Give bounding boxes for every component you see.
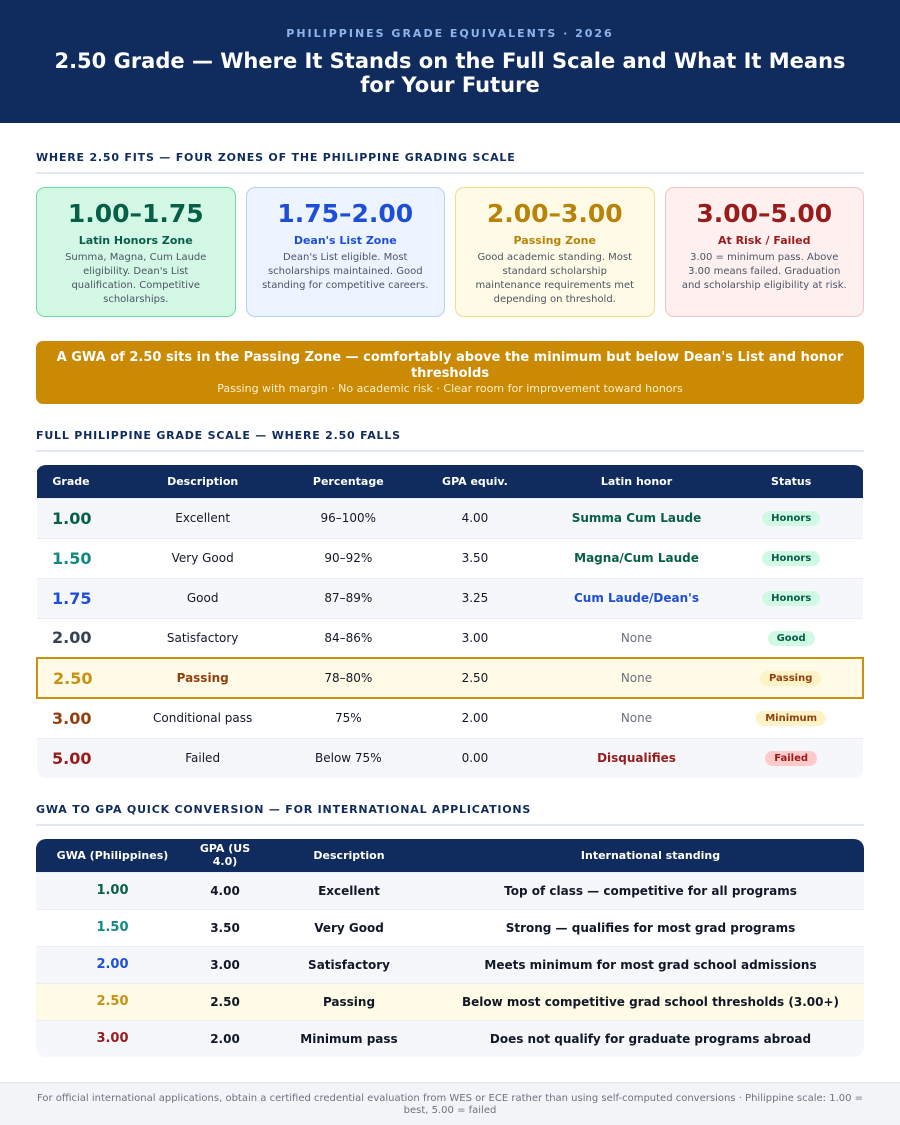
conversion-gwa: 1.50 <box>36 909 189 946</box>
grade-percentage: 84–86% <box>300 618 396 658</box>
zone-cards <box>36 187 864 317</box>
conversion-gpa: 2.50 <box>189 983 261 1020</box>
page-title: 2.50 Grade — Where It Stands on the Full Scale and What It Means for Your Future <box>54 49 846 97</box>
conversion-description: Minimum pass <box>261 1020 437 1057</box>
conversion-gwa: 3.00 <box>36 1020 189 1057</box>
grade-scale-table <box>36 465 864 778</box>
column-header: GWA (Philippines) <box>36 839 189 872</box>
scale-section <box>0 429 900 778</box>
grade-value: 5.00 <box>37 738 105 778</box>
table-row <box>37 498 863 538</box>
zone-card-latin-honors <box>36 187 236 317</box>
scale-section-title: FULL PHILIPPINE GRADE SCALE — WHERE 2.50 FALLS <box>36 429 864 452</box>
conversion-standing: Below most competitive grad school thresholds (3.00+) <box>437 983 864 1020</box>
conversion-table <box>36 839 864 1057</box>
conversion-standing: Strong — qualifies for most grad programs <box>437 909 864 946</box>
zone-name: Passing Zone <box>513 234 596 247</box>
grade-scale-table-wrap <box>36 465 864 778</box>
grade-percentage: 96–100% <box>300 498 396 538</box>
grade-status-cell <box>719 498 863 538</box>
table-row <box>37 618 863 658</box>
grade-status-cell <box>719 538 863 578</box>
zone-range: 3.00–5.00 <box>696 199 833 228</box>
grade-latin-honor: None <box>554 618 720 658</box>
grade-latin-honor: Disqualifies <box>554 738 720 778</box>
grade-value: 2.50 <box>37 658 105 698</box>
grade-status-cell <box>719 698 863 738</box>
grade-description: Conditional pass <box>105 698 300 738</box>
column-header: Latin honor <box>554 465 720 498</box>
zone-card-deans-list <box>246 187 446 317</box>
table-row <box>36 872 864 909</box>
table-row <box>37 538 863 578</box>
table-row <box>36 909 864 946</box>
conversion-gwa: 2.50 <box>36 983 189 1020</box>
grade-description: Good <box>105 578 300 618</box>
footer-note: For official international applications, obtain a certified credential evaluation from WES or ECE rather than using self-computed conversions · Philippine scale: 1.00 = best, 5.00 = failed <box>36 1093 864 1116</box>
grade-gpa: 4.00 <box>396 498 553 538</box>
zone-description: Summa, Magna, Cum Laude eligibility. Dean's List qualification. Competitive scholarships. <box>65 252 207 305</box>
grade-description: Failed <box>105 738 300 778</box>
grade-value: 2.00 <box>37 618 105 658</box>
conversion-description: Very Good <box>261 909 437 946</box>
column-header: Status <box>719 465 863 498</box>
status-badge: Honors <box>762 551 820 566</box>
grade-gpa: 2.00 <box>396 698 553 738</box>
grade-gpa: 0.00 <box>396 738 553 778</box>
status-badge: Honors <box>762 511 820 526</box>
conversion-section <box>0 803 900 1057</box>
page-header <box>0 0 900 123</box>
conversion-standing: Meets minimum for most grad school admissions <box>437 946 864 983</box>
status-badge: Good <box>768 631 815 646</box>
zones-section-title: WHERE 2.50 FITS — FOUR ZONES OF THE PHILIPPINE GRADING SCALE <box>36 151 864 174</box>
column-header: GPA equiv. <box>396 465 553 498</box>
zone-name: At Risk / Failed <box>717 234 811 247</box>
column-header: International standing <box>437 839 864 872</box>
zone-card-at-risk <box>665 187 865 317</box>
callout-banner <box>36 341 864 404</box>
column-header: Grade <box>37 465 105 498</box>
conversion-gpa: 3.50 <box>189 909 261 946</box>
conversion-gwa: 2.00 <box>36 946 189 983</box>
grade-gpa: 3.50 <box>396 538 553 578</box>
zone-card-passing <box>455 187 655 317</box>
table-header-row <box>37 465 863 498</box>
grade-description: Satisfactory <box>105 618 300 658</box>
page-footer <box>0 1082 900 1125</box>
conversion-table-wrap <box>36 839 864 1057</box>
table-row <box>37 698 863 738</box>
status-badge: Failed <box>765 751 817 766</box>
table-row <box>37 578 863 618</box>
grade-value: 3.00 <box>37 698 105 738</box>
conversion-standing: Top of class — competitive for all programs <box>437 872 864 909</box>
grade-gpa: 3.25 <box>396 578 553 618</box>
grade-value: 1.50 <box>37 538 105 578</box>
grade-value: 1.75 <box>37 578 105 618</box>
grade-percentage: 78–80% <box>300 658 396 698</box>
table-row <box>36 1020 864 1057</box>
grade-description: Passing <box>105 658 300 698</box>
callout-main-text: A GWA of 2.50 sits in the Passing Zone — comfortably above the minimum but below Dean's List and honor thresholds <box>56 350 844 381</box>
grade-status-cell <box>719 658 863 698</box>
grade-percentage: Below 75% <box>300 738 396 778</box>
status-badge: Passing <box>760 671 821 686</box>
grade-percentage: 87–89% <box>300 578 396 618</box>
grade-value: 1.00 <box>37 498 105 538</box>
header-eyebrow: PHILIPPINES GRADE EQUIVALENTS · 2026 <box>286 27 614 40</box>
grade-gpa: 2.50 <box>396 658 553 698</box>
conversion-gwa: 1.00 <box>36 872 189 909</box>
column-header: Description <box>261 839 437 872</box>
zone-description: Dean's List eligible. Most scholarships maintained. Good standing for competitive careers. <box>262 252 429 291</box>
table-header-row <box>36 839 864 872</box>
grade-latin-honor: Cum Laude/Dean's <box>554 578 720 618</box>
grade-latin-honor: Summa Cum Laude <box>554 498 720 538</box>
grade-percentage: 75% <box>300 698 396 738</box>
table-row <box>36 946 864 983</box>
zone-name: Latin Honors Zone <box>78 234 193 247</box>
conversion-standing: Does not qualify for graduate programs abroad <box>437 1020 864 1057</box>
grade-gpa: 3.00 <box>396 618 553 658</box>
column-header: GPA (US 4.0) <box>189 839 261 872</box>
zone-description: Good academic standing. Most standard scholarship maintenance requirements met depending on threshold. <box>475 252 635 305</box>
grade-status-cell <box>719 738 863 778</box>
table-row-highlighted <box>36 983 864 1020</box>
column-header: Description <box>105 465 300 498</box>
table-row-highlighted <box>37 658 863 698</box>
zone-range: 1.00–1.75 <box>67 199 204 228</box>
zone-description: 3.00 = minimum pass. Above 3.00 means failed. Graduation and scholarship eligibility at risk. <box>681 252 847 291</box>
conversion-description: Excellent <box>261 872 437 909</box>
conversion-description: Passing <box>261 983 437 1020</box>
conversion-section-title: GWA TO GPA QUICK CONVERSION — FOR INTERNATIONAL APPLICATIONS <box>36 803 864 826</box>
zone-name: Dean's List Zone <box>293 234 397 247</box>
grade-description: Very Good <box>105 538 300 578</box>
grade-percentage: 90–92% <box>300 538 396 578</box>
conversion-gpa: 3.00 <box>189 946 261 983</box>
status-badge: Honors <box>762 591 820 606</box>
grade-latin-honor: None <box>554 658 720 698</box>
grade-latin-honor: Magna/Cum Laude <box>554 538 720 578</box>
conversion-gpa: 2.00 <box>189 1020 261 1057</box>
zones-section <box>0 151 900 317</box>
conversion-gpa: 4.00 <box>189 872 261 909</box>
conversion-description: Satisfactory <box>261 946 437 983</box>
grade-status-cell <box>719 578 863 618</box>
zone-range: 1.75–2.00 <box>277 199 414 228</box>
grade-latin-honor: None <box>554 698 720 738</box>
grade-description: Excellent <box>105 498 300 538</box>
zone-range: 2.00–3.00 <box>486 199 623 228</box>
grade-status-cell <box>719 618 863 658</box>
callout-sub-text: Passing with margin · No academic risk · Clear room for improvement toward honors <box>217 382 683 395</box>
status-badge: Minimum <box>756 711 826 726</box>
column-header: Percentage <box>300 465 396 498</box>
table-row <box>37 738 863 778</box>
